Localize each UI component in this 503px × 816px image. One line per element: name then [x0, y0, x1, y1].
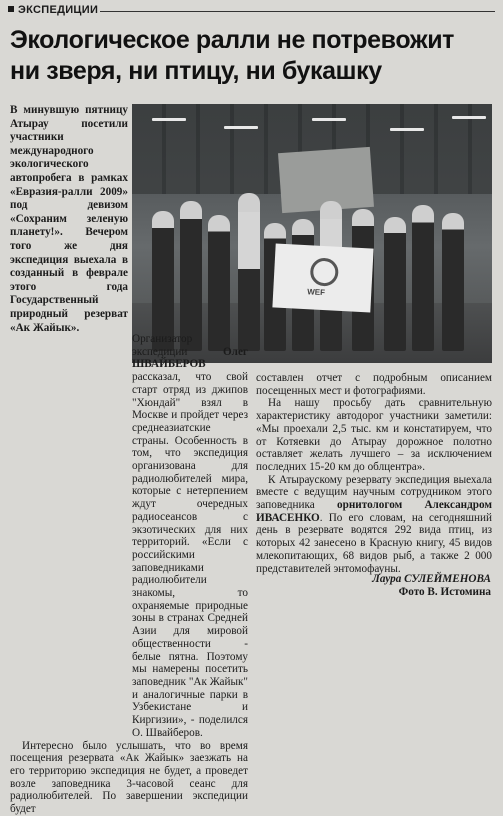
article-column-2: [256, 372, 492, 575]
group-person: [384, 217, 406, 351]
square-bullet-icon: [8, 6, 14, 12]
ceiling-light: [152, 118, 186, 121]
ceiling-light: [312, 118, 346, 121]
body-text: рассказал, что свой старт отряд из джипов "Хюндай" взял в Москве и пройдет через среднеазиатские страны. Особенность в том, что экспедиция организована для радиолюбителей мира, которые с нетерпением ждут очередных радиосеансов с экзотических для них территорий. «Если с российскими заповедниками радиолюбители знакомы, то охраняемые природные зоны в странах Средней Азии для мировой общественности - белые пятна. Поэтому мы намерены посетить заповедник "Ак Жайык" и аналогичные парки в Узбекистане и Киргизии», - поделился О. Швайберов.: [132, 371, 248, 739]
headline-line-2: ни зверя, ни птицу, ни букашку: [10, 57, 382, 85]
ceiling-light: [390, 128, 424, 131]
group-person: [180, 201, 202, 351]
ceiling-light: [224, 126, 258, 129]
photo-credit: Фото В. Истомина: [398, 585, 491, 598]
body-text: К Атыраускому резервату экспедиция выехала вместе с ведущим научным сотрудником этого заповедника: [256, 473, 492, 512]
rubric-divider: [100, 11, 495, 12]
group-person: [152, 211, 174, 351]
body-paragraph: [256, 474, 492, 576]
rubric-label: ЭКСПЕДИЦИИ: [18, 4, 99, 16]
section-rubric: [8, 4, 98, 16]
article-headline: [10, 25, 496, 87]
body-text: Организатор экспедиции: [132, 333, 223, 358]
author-name: Лаура СУЛЕЙМЕНОВА: [372, 573, 491, 585]
ceiling-light: [452, 116, 486, 119]
group-person: [238, 193, 260, 351]
byline: [372, 573, 491, 598]
globe-emblem-icon: [310, 257, 339, 286]
article-photo: [132, 104, 492, 363]
person-name: Олег ШВАЙБЕРОВ: [132, 345, 248, 371]
body-paragraph: [132, 333, 248, 740]
expedition-flag: [272, 243, 373, 312]
lead-text: В минувшую пятницу Атырау посетили участники международного экологического автопробега в рамках «Евразия-ралли 2009» под девизом «Сохраним зеленую планету!». Вечером того же дня экспедиция выехала в созданный в феврале этого года Государственный природный резерват «Ак Жайык».: [10, 104, 128, 334]
body-paragraph: Интересно было услышать, что во время посещения резервата «Ак Жайык» заезжать на его территорию экспедиция не будет, а проведет возле заповедника 3-часовой сеанс для радиолюбителей. По завершении экспедиции будет: [10, 739, 248, 816]
body-paragraph: На нашу просьбу дать сравнительную характеристику автодорог участники заметили: «Мы проехали 2,5 тыс. км и констатируем, что от Котяевки до Атырау дорожное полотно оставляет желать лучшего – за исключением последних 15-20 км до облцентра».: [256, 397, 492, 473]
group-person: [442, 213, 464, 351]
body-text: . По его словам, на сегодняшний день в резервате водятся 292 вида птиц, из которых 42 занесено в Красную книгу, 45 видов млекопитающих, 68 видов рыб, а также 2 000 представителей энтомофауны.: [256, 511, 492, 575]
group-person: [208, 215, 230, 351]
lead-paragraph: [10, 104, 128, 335]
group-person: [412, 205, 434, 351]
body-paragraph: составлен отчет с подробным описанием посещенных мест и фотографиями.: [256, 372, 492, 397]
flag-text: WEF: [307, 287, 326, 298]
article-column-1: [10, 333, 248, 816]
headline-line-1: Экологическое ралли не потревожит: [10, 26, 455, 54]
person-name: орнитологом Александром ИВАСЕНКО: [256, 499, 492, 524]
